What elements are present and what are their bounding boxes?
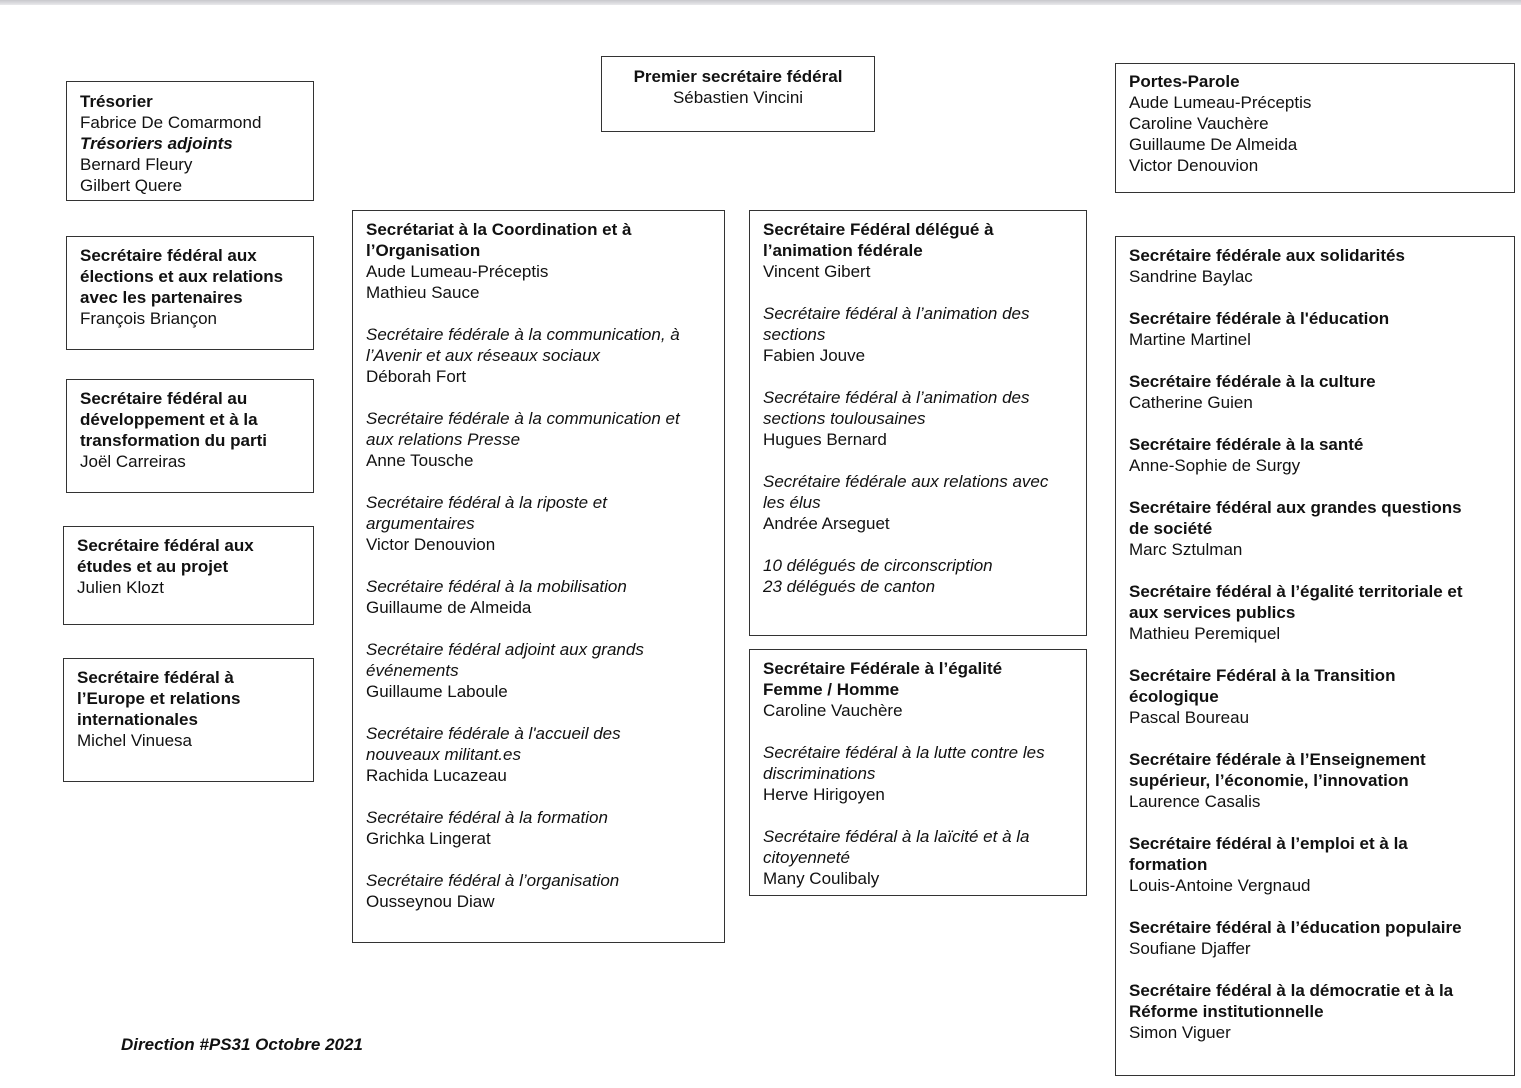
sub-role-line: Secrétaire fédérale aux relations avec: [763, 472, 1049, 491]
person-name: Joël Carreiras: [80, 452, 186, 471]
person-name: Herve Hirigoyen: [763, 785, 885, 804]
person-name: Guillaume de Almeida: [366, 598, 532, 617]
sub-role-line: Secrétaire fédéral adjoint aux grands: [366, 640, 644, 659]
role-title-line: Secrétaire Fédéral à la Transition: [1129, 666, 1396, 685]
role-title-line: l’animation fédérale: [763, 241, 923, 260]
person-name: Guillaume Laboule: [366, 682, 508, 701]
role-title-line: études et au projet: [77, 557, 229, 576]
role-title-line: supérieur, l’économie, l’innovation: [1129, 771, 1409, 790]
person-name: Mathieu Sauce: [366, 283, 480, 302]
role-title-line: Secrétaire fédéral à la démocratie et à la: [1129, 981, 1454, 1000]
portes-parole-title: Portes-Parole: [1129, 72, 1240, 91]
tresorier-adjoint-2: Gilbert Quere: [80, 176, 183, 195]
tresorier-name: Fabrice De Comarmond: [80, 113, 262, 132]
tresorier-title: Trésorier: [80, 92, 153, 111]
premier-name: Sébastien Vincini: [672, 88, 804, 107]
person-name: Julien Klozt: [77, 578, 164, 597]
animation-federale-box: [749, 210, 1087, 636]
coordination-box: [352, 210, 725, 943]
person-name: Grichka Lingerat: [366, 829, 491, 848]
person-name: Victor Denouvion: [366, 535, 496, 554]
person-name: Anne Tousche: [366, 451, 474, 470]
role-title-line: Secrétaire Fédérale à l’égalité: [763, 659, 1003, 678]
portes-parole-box: [1115, 63, 1515, 193]
role-title-line: Secrétaire Fédéral délégué à: [763, 220, 994, 239]
role-title-line: Secrétaire fédérale à l’Enseignement: [1129, 750, 1426, 769]
porte-parole-name: Victor Denouvion: [1129, 156, 1259, 175]
role-title-line: Secrétaire fédéral à: [77, 668, 234, 687]
role-title-line: élections et aux relations: [80, 267, 284, 286]
role-title-line: aux services publics: [1129, 603, 1296, 622]
role-title-line: avec les partenaires: [80, 288, 243, 307]
top-edge-bar: [0, 0, 1521, 5]
person-name: Hugues Bernard: [763, 430, 887, 449]
role-title-line: Secrétaire fédéral aux: [77, 536, 254, 555]
role-title-line: Secrétaire fédéral à l’égalité territoriale et: [1129, 582, 1463, 601]
person-name: Sandrine Baylac: [1129, 267, 1253, 286]
role-title-line: développement et à la: [80, 410, 258, 429]
sub-role-line: sections toulousaines: [763, 409, 926, 428]
sub-role-line: Secrétaire fédéral à la lutte contre les: [763, 743, 1045, 762]
secretaires-thematiques-box: [1115, 236, 1515, 1076]
person-name: Catherine Guien: [1129, 393, 1253, 412]
premier-secretaire-box: [601, 56, 875, 132]
role-title-line: Secrétaire fédérale à la culture: [1129, 372, 1376, 391]
sub-role-line: Secrétaire fédéral à l’organisation: [366, 871, 620, 890]
role-title-line: Femme / Homme: [763, 680, 900, 699]
porte-parole-name: Caroline Vauchère: [1129, 114, 1269, 133]
premier-title: Premier secrétaire fédéral: [633, 67, 843, 86]
etudes-projet-box: [63, 526, 314, 625]
sub-role-line: Secrétaire fédéral à la formation: [366, 808, 608, 827]
person-name: Fabien Jouve: [763, 346, 866, 365]
sub-role-line: Secrétaire fédéral à la mobilisation: [366, 577, 627, 596]
person-name: Caroline Vauchère: [763, 701, 903, 720]
sub-role-line: Secrétaire fédéral à la laïcité et à la: [763, 827, 1030, 846]
person-name: Aude Lumeau-Préceptis: [366, 262, 549, 281]
sub-role-line: nouveaux militant.es: [366, 745, 521, 764]
sub-role-line: Secrétaire fédérale à la communication et: [366, 409, 680, 428]
sub-role-line: événements: [366, 661, 459, 680]
porte-parole-name: Aude Lumeau-Préceptis: [1129, 93, 1312, 112]
footer-caption: Direction #PS31 Octobre 2021: [121, 1035, 363, 1054]
person-name: Mathieu Peremiquel: [1129, 624, 1281, 643]
person-name: Michel Vinuesa: [77, 731, 192, 750]
sub-role-line: Secrétaire fédérale à la communication, à: [366, 325, 680, 344]
tresoriers-adjoints-title: Trésoriers adjoints: [80, 134, 233, 153]
role-title-line: Secrétaire fédéral au: [80, 389, 248, 408]
role-title-line: Secrétaire fédérale à l'éducation: [1129, 309, 1390, 328]
role-title-line: Secrétaire fédéral à l’emploi et à la: [1129, 834, 1408, 853]
person-name: François Briançon: [80, 309, 218, 328]
sub-role-line: citoyenneté: [763, 848, 850, 867]
person-name: Vincent Gibert: [763, 262, 871, 281]
sub-role-line: discriminations: [763, 764, 876, 783]
person-name: Ousseynou Diaw: [366, 892, 495, 911]
person-name: Rachida Lucazeau: [366, 766, 507, 785]
person-name: Déborah Fort: [366, 367, 467, 386]
egalite-box: [749, 649, 1087, 896]
europe-box: [63, 658, 314, 782]
role-title-line: l’Organisation: [366, 241, 481, 260]
sub-role-line: Secrétaire fédéral à l’animation des: [763, 388, 1030, 407]
tresorier-box: [66, 81, 314, 201]
person-name: Andrée Arseguet: [763, 514, 890, 533]
sub-role-line: aux relations Presse: [366, 430, 521, 449]
role-title-line: Secrétaire fédérale à la santé: [1129, 435, 1364, 454]
role-title-line: de société: [1129, 519, 1213, 538]
role-title-line: internationales: [77, 710, 198, 729]
role-title-line: formation: [1129, 855, 1208, 874]
person-name: Martine Martinel: [1129, 330, 1251, 349]
tresorier-adjoint-1: Bernard Fleury: [80, 155, 193, 174]
role-title-line: Secrétaire fédéral à l’éducation populaire: [1129, 918, 1462, 937]
delegues-line: 10 délégués de circonscription: [763, 556, 993, 575]
person-name: Laurence Casalis: [1129, 792, 1261, 811]
delegues-line: 23 délégués de canton: [763, 577, 936, 596]
porte-parole-name: Guillaume De Almeida: [1129, 135, 1298, 154]
sub-role-line: argumentaires: [366, 514, 475, 533]
role-title-line: Secrétaire fédéral aux: [80, 246, 257, 265]
role-title-line: Secrétaire fédérale aux solidarités: [1129, 246, 1405, 265]
person-name: Many Coulibaly: [763, 869, 880, 888]
role-title-line: écologique: [1129, 687, 1219, 706]
person-name: Pascal Boureau: [1129, 708, 1250, 727]
person-name: Anne-Sophie de Surgy: [1129, 456, 1301, 475]
sub-role-line: Secrétaire fédéral à la riposte et: [366, 493, 607, 512]
role-title-line: l’Europe et relations: [77, 689, 241, 708]
role-title-line: Réforme institutionnelle: [1129, 1002, 1324, 1021]
role-title-line: transformation du parti: [80, 431, 268, 450]
sub-role-line: l’Avenir et aux réseaux sociaux: [366, 346, 601, 365]
role-title-line: Secrétaire fédéral aux grandes questions: [1129, 498, 1462, 517]
person-name: Simon Viguer: [1129, 1023, 1231, 1042]
person-name: Marc Sztulman: [1129, 540, 1243, 559]
person-name: Louis-Antoine Vergnaud: [1129, 876, 1311, 895]
role-title-line: Secrétariat à la Coordination et à: [366, 220, 632, 239]
elections-box: [66, 236, 314, 350]
sub-role-line: Secrétaire fédérale à l'accueil des: [366, 724, 621, 743]
sub-role-line: Secrétaire fédéral à l’animation des: [763, 304, 1030, 323]
sub-role-line: sections: [763, 325, 826, 344]
person-name: Soufiane Djaffer: [1129, 939, 1251, 958]
developpement-box: [66, 379, 314, 493]
sub-role-line: les élus: [763, 493, 821, 512]
